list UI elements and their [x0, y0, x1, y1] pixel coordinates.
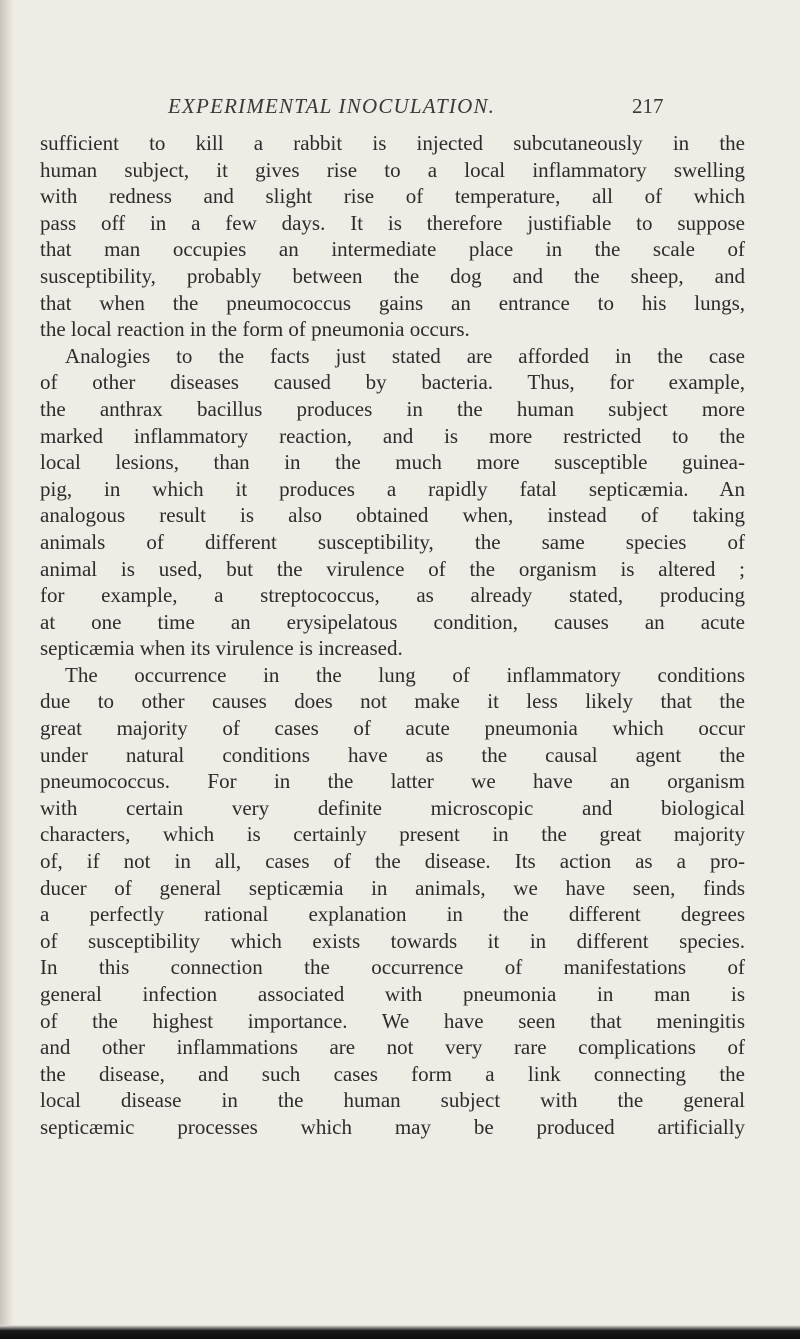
text-line: a perfectly rational explanation in the different degrees	[40, 902, 745, 927]
text-line: analogous result is also obtained when, instead of taking	[40, 503, 745, 528]
text-line: the local reaction in the form of pneumonia occurs.	[40, 317, 470, 342]
text-line: animals of different susceptibility, the same species of	[40, 529, 745, 554]
text-line: of the highest importance. We have seen that meningitis	[40, 1008, 745, 1033]
text-line: local lesions, than in the much more susceptible guinea-	[40, 450, 745, 475]
text-line: animal is used, but the virulence of the organism is altered ;	[40, 556, 745, 581]
text-line: human subject, it gives rise to a local inflammatory swelling	[40, 157, 745, 182]
text-line: ducer of general septicæmia in animals, we have seen, finds	[40, 875, 745, 900]
text-line: septicæmic processes which may be produced artificially	[40, 1114, 745, 1139]
text-line: general infection associated with pneumonia in man is	[40, 982, 745, 1006]
page-number: 217	[632, 94, 664, 118]
text-line: under natural conditions have as the causal agent the	[40, 742, 745, 767]
text-line: marked inflammatory reaction, and is more restricted to the	[40, 423, 745, 448]
text-line: that when the pneumococcus gains an entrance to his lungs,	[40, 290, 745, 315]
text-line: that man occupies an intermediate place in the scale of	[40, 237, 745, 262]
text-line: with certain very definite microscopic and biological	[40, 795, 745, 820]
text-line: of, if not in all, cases of the disease. Its action as a pro-	[40, 849, 745, 874]
text-line: septicæmia when its virulence is increased.	[40, 636, 403, 661]
running-title: EXPERIMENTAL INOCULATION.	[168, 94, 496, 118]
text-line: at one time an erysipelatous condition, causes an acute	[40, 609, 745, 634]
text-line: due to other causes does not make it less likely that the	[40, 689, 745, 714]
text-line: In this connection the occurrence of manifestations of	[40, 955, 745, 980]
body-text	[40, 130, 745, 1141]
text-line: pig, in which it produces a rapidly fatal septicæmia. An	[40, 476, 745, 501]
text-line: the disease, and such cases form a link connecting the	[40, 1061, 745, 1086]
text-line: great majority of cases of acute pneumonia which occur	[40, 716, 745, 741]
text-line: the anthrax bacillus produces in the human subject more	[40, 396, 745, 421]
page-gutter-shadow	[0, 0, 14, 1339]
text-line: local disease in the human subject with the general	[40, 1088, 745, 1113]
page-bottom-edge	[0, 1325, 800, 1339]
text-line: susceptibility, probably between the dog and the sheep, and	[40, 263, 745, 288]
text-line: of other diseases caused by bacteria. Thus, for example,	[40, 370, 745, 395]
text-line: The occurrence in the lung of inflammatory conditions	[65, 662, 745, 687]
text-line: of susceptibility which exists towards it in different species.	[40, 928, 745, 953]
text-line: Analogies to the facts just stated are afforded in the case	[65, 343, 745, 368]
text-line: sufficient to kill a rabbit is injected subcutaneously in the	[40, 131, 745, 155]
text-line: with redness and slight rise of temperature, all of which	[40, 184, 745, 209]
text-line: pneumococcus. For in the latter we have an organism	[40, 769, 745, 794]
text-line: and other inflammations are not very rare complications of	[40, 1035, 745, 1060]
text-line: pass off in a few days. It is therefore justifiable to suppose	[40, 210, 745, 235]
text-line: characters, which is certainly present in the great majority	[40, 822, 745, 847]
text-line: for example, a streptococcus, as already stated, producing	[40, 583, 745, 608]
page-header	[0, 94, 800, 118]
